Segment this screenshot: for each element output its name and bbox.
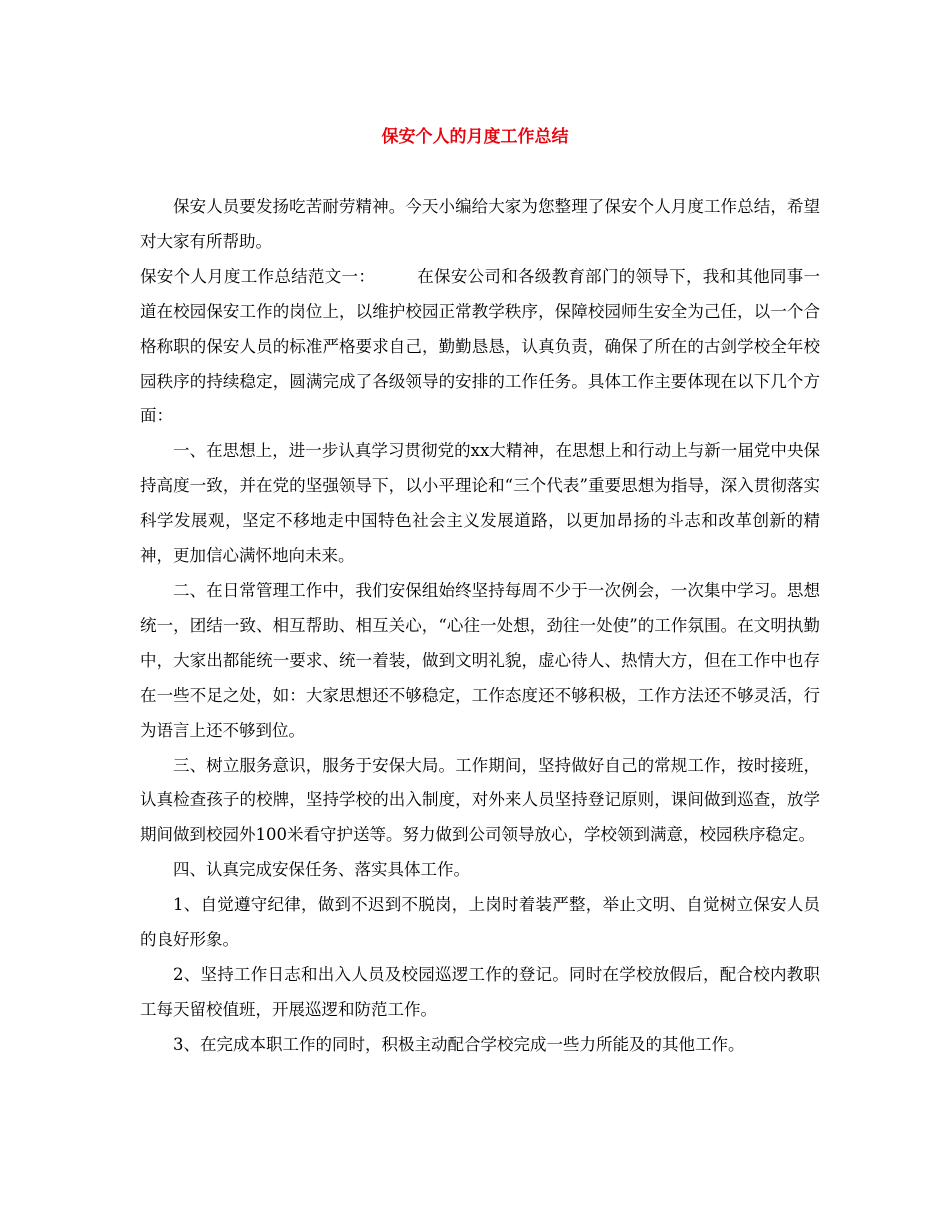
paragraph-section-one: 一、在思想上，进一步认真学习贯彻党的xx大精神，在思想上和行动上与新一届党中央保持高度一致，并在党的坚强领导下，以小平理论和“三个代表”重要思想为指导，深入贯彻落实科学发展观，坚定不移地走中国特色社会主义发展道路，以更加昂扬的斗志和改革创新的精神，更加信心满怀地向未来。 — [140, 441, 820, 566]
paragraph-section-two: 二、在日常管理工作中，我们安保组始终坚持每周不少于一次例会，一次集中学习。思想统一，团结一致、相互帮助、相互关心，“心往一处想，劲往一处使”的工作氛围。在文明执勤中，大家出都能统一要求、统一着装，做到文明礼貌，虚心待人、热情大方，但在工作中也存在一些不足之处，如：大家思想还不够稳定，工作态度还不够积极，工作方法还不够灵活，行为语言上还不够到位。 — [140, 580, 820, 740]
paragraph-sample-one: 保安个人月度工作总结范文一： 在保安公司和各级教育部门的领导下，我和其他同事一道在校园保安工作的岗位上，以维护校园正常教学秩序，保障校园师生安全为己任，以一个合格称职的保安人员的标准严格要求自己，勤勤恳恳，认真负责，确保了所在的古剑学校全年校园秩序的持续稳定，圆满完成了各级领导的安排的工作任务。具体工作主要体现在以下几个方面： — [140, 266, 820, 426]
document-title: 保安个人的月度工作总结 — [381, 127, 569, 147]
paragraph-item-one: 1、自觉遵守纪律，做到不迟到不脱岗，上岗时着装严整，举止文明、自觉树立保安人员的良好形象。 — [140, 895, 820, 950]
paragraph-item-three: 3、在完成本职工作的同时，积极主动配合学校完成一些力所能及的其他工作。 — [173, 1034, 745, 1054]
paragraph-section-four: 四、认真完成安保任务、落实具体工作。 — [173, 860, 470, 880]
paragraph-section-three: 三、树立服务意识，服务于安保大局。工作期间，坚持做好自己的常规工作，按时接班，认真检查孩子的校牌，坚持学校的出入制度，对外来人员坚持登记原则，课间做到巡查，放学期间做到校园外100米看守护送等。努力做到公司领导放心，学校领到满意，校园秩序稳定。 — [140, 755, 820, 845]
document-body — [140, 190, 820, 1063]
paragraph-intro: 保安人员要发扬吃苦耐劳精神。今天小编给大家为您整理了保安个人月度工作总结，希望对大家有所帮助。 — [140, 197, 820, 251]
paragraph-item-two: 2、坚持工作日志和出入人员及校园巡逻工作的登记。同时在学校放假后，配合校内教职工每天留校值班，开展巡逻和防范工作。 — [140, 964, 820, 1019]
